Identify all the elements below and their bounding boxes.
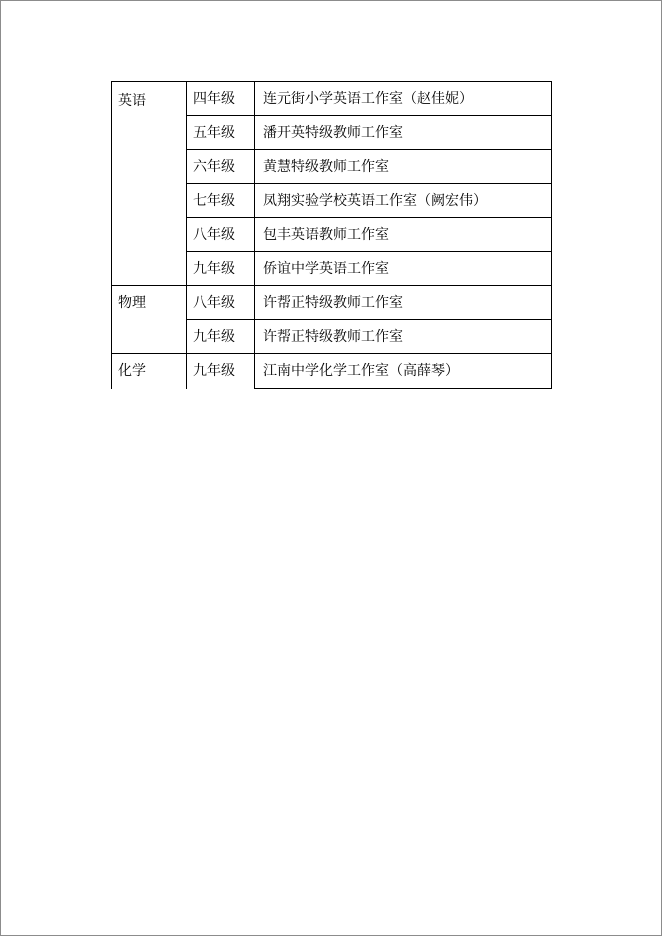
grade-cell: 九年级 [187,354,255,389]
studio-cell: 连元街小学英语工作室（赵佳妮） [255,82,552,116]
grade-cell: 七年级 [187,184,255,218]
subject-cell-chemistry: 化学 [112,354,187,389]
subject-cell-english: 英语 [112,82,187,286]
table-row [112,82,552,116]
studio-cell: 凤翔实验学校英语工作室（阙宏伟） [255,184,552,218]
studio-cell: 许帮正特级教师工作室 [255,320,552,354]
studio-cell: 侨谊中学英语工作室 [255,252,552,286]
studio-assignment-table [111,81,552,389]
studio-cell: 潘开英特级教师工作室 [255,116,552,150]
studio-cell: 许帮正特级教师工作室 [255,286,552,320]
grade-cell: 四年级 [187,82,255,116]
studio-cell: 江南中学化学工作室（高薛琴） [255,354,552,389]
grade-cell: 八年级 [187,218,255,252]
table-row [112,286,552,320]
grade-cell: 九年级 [187,320,255,354]
studio-cell: 包丰英语教师工作室 [255,218,552,252]
grade-cell: 六年级 [187,150,255,184]
grade-cell: 九年级 [187,252,255,286]
grade-cell: 五年级 [187,116,255,150]
studio-cell: 黄慧特级教师工作室 [255,150,552,184]
subject-cell-physics: 物理 [112,286,187,354]
grade-cell: 八年级 [187,286,255,320]
table-row [112,354,552,389]
